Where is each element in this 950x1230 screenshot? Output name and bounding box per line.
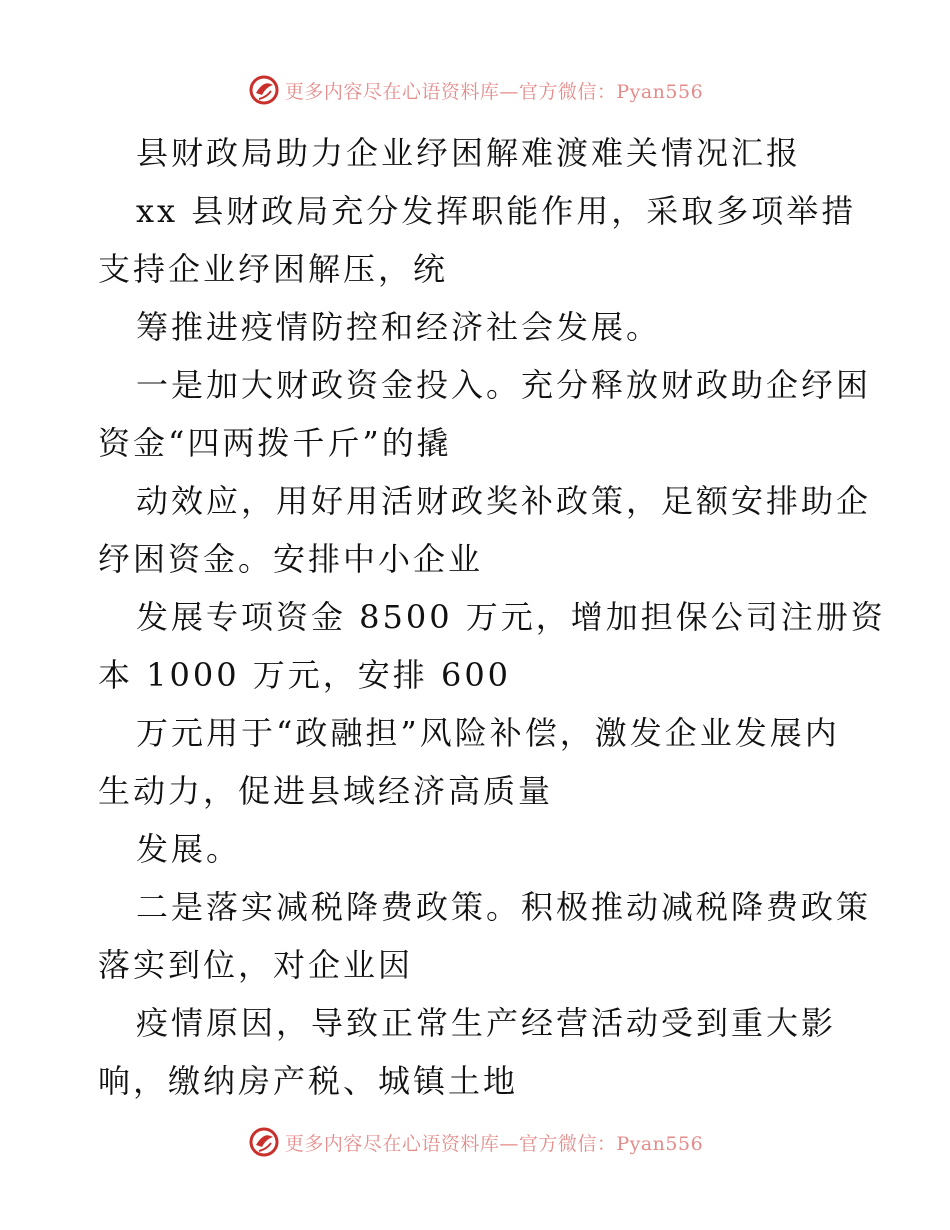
document-line: 落实到位，对企业因 xyxy=(98,946,414,984)
document-line: 二是落实减税降费政策。积极推动减税降费政策 xyxy=(136,888,872,926)
document-line: 一是加大财政资金投入。充分释放财政助企纾困 xyxy=(136,366,872,404)
document-body xyxy=(98,124,886,1110)
swirl-logo-icon xyxy=(247,73,281,107)
document-line: 动效应，用好用活财政奖补政策，足额安排助企 xyxy=(136,482,872,520)
document-line: 支持企业纾困解压，统 xyxy=(98,250,449,288)
document-line: 发展。 xyxy=(136,830,242,868)
document-line: xx 县财政局充分发挥职能作用，采取多项举措 xyxy=(136,192,857,230)
document-title: 县财政局助力企业纾困解难渡难关情况汇报 xyxy=(136,134,802,172)
document-line: 本 1000 万元，安排 600 xyxy=(98,656,512,694)
document-line: 筹推进疫情防控和经济社会发展。 xyxy=(136,308,662,346)
document-line: 纾困资金。安排中小企业 xyxy=(98,540,484,578)
footer-watermark xyxy=(0,1124,950,1160)
document-line: 疫情原因，导致正常生产经营活动受到重大影 xyxy=(136,1004,837,1042)
document-line: 万元用于“政融担”风险补偿，激发企业发展内 xyxy=(136,714,840,752)
document-line: 响，缴纳房产税、城镇土地 xyxy=(98,1062,519,1100)
swirl-logo-icon xyxy=(247,1125,281,1159)
document-line: 资金“四两拨千斤”的撬 xyxy=(98,424,452,462)
watermark-text: 更多内容尽在心语资料库—官方微信：Pyan556 xyxy=(284,80,704,103)
document-line: 生动力，促进县域经济高质量 xyxy=(98,772,554,810)
document-line: 发展专项资金 8500 万元，增加担保公司注册资 xyxy=(136,598,886,636)
watermark-group xyxy=(247,73,703,107)
watermark-group xyxy=(247,1125,703,1159)
watermark-text: 更多内容尽在心语资料库—官方微信：Pyan556 xyxy=(284,1132,704,1155)
header-watermark xyxy=(0,72,950,108)
